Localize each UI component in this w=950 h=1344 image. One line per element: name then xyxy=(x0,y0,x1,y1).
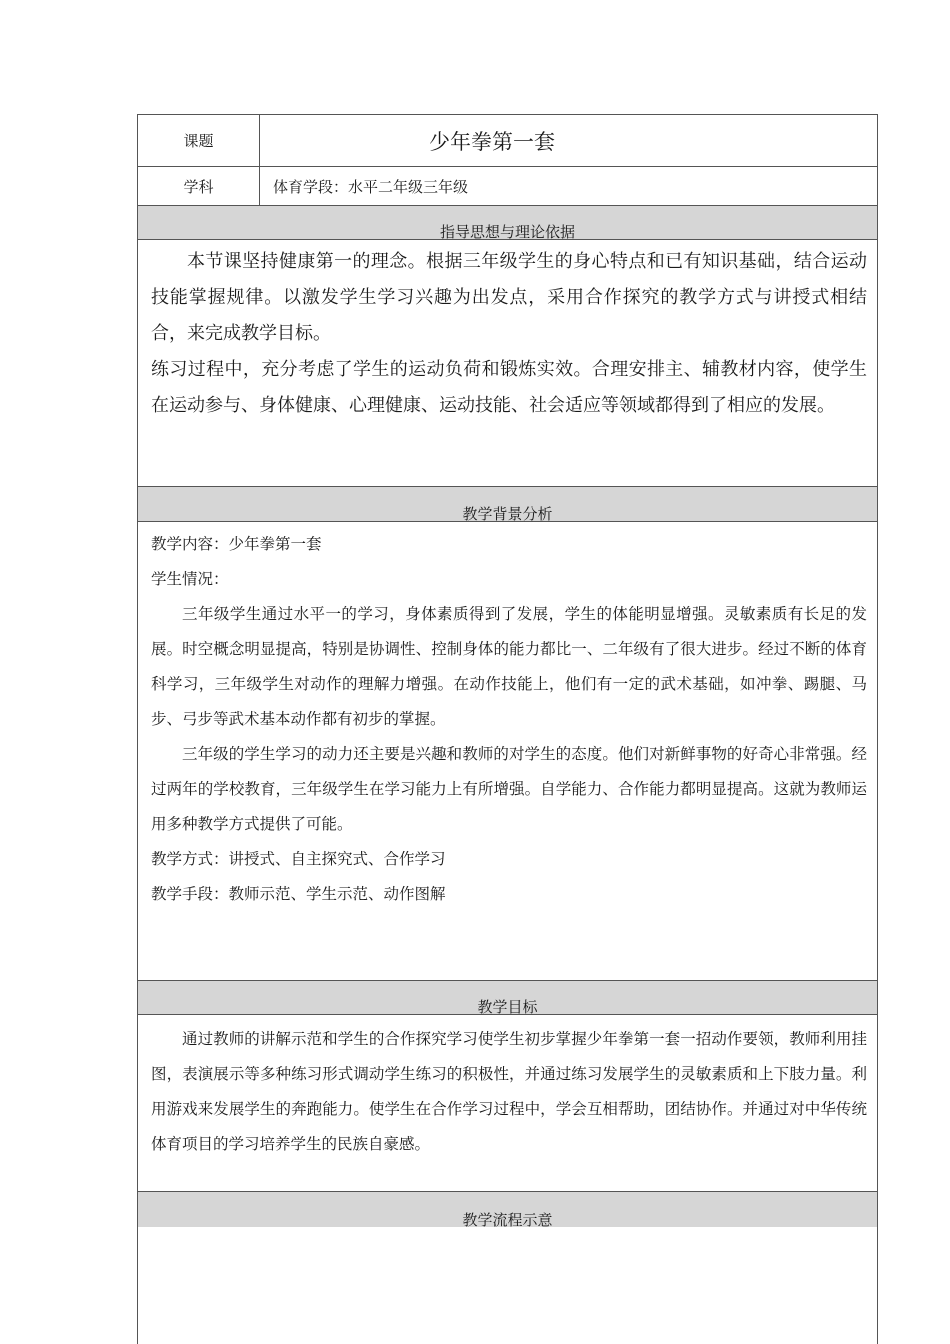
topic-row xyxy=(138,114,877,166)
background-heading: 教学背景分析 xyxy=(138,486,877,522)
subject-label: 学科 xyxy=(138,167,260,206)
goals-heading: 教学目标 xyxy=(138,980,877,1015)
topic-label: 课题 xyxy=(138,115,260,166)
students-paragraph-1: 三年级学生通过水平一的学习，身体素质得到了发展，学生的体能明显增强。灵敏素质有长足的发展。时空概念明显提高，特别是协调性、控制身体的能力都比一、二年级有了很大进步。经过不断的体育科学习，三年级学生对动作的理解力增强。在动作技能上，他们有一定的武术基础，如冲拳、踢腿、马步、弓步等武术基本动作都有初步的掌握。 xyxy=(151,605,867,728)
guiding-paragraph-1: 本节课坚持健康第一的理念。根据三年级学生的身心特点和已有知识基础，结合运动技能掌握规律。以激发学生学习兴趣为出发点，采用合作探究的教学方式与讲授式相结合，来完成教学目标。 xyxy=(151,251,867,344)
guiding-heading: 指导思想与理论依据 xyxy=(138,205,877,240)
students-paragraph-2: 三年级的学生学习的动力还主要是兴趣和教师的对学生的态度。他们对新鲜事物的好奇心非常强。经过两年的学校教育，三年级学生在学习能力上有所增强。自学能力、合作能力都明显提高。这就为教师运用多种教学方式提供了可能。 xyxy=(151,745,867,833)
subject-value: 体育学段：水平二年级三年级 xyxy=(273,178,469,196)
students-label: 学生情况： xyxy=(151,570,229,588)
teaching-content: 教学内容：少年拳第一套 xyxy=(151,535,322,553)
background-body xyxy=(138,523,877,980)
guiding-body xyxy=(138,241,877,486)
lesson-plan-table xyxy=(137,114,878,1344)
lesson-title: 少年拳第一套 xyxy=(429,129,555,154)
guiding-paragraph-2: 练习过程中，充分考虑了学生的运动负荷和锻炼实效。合理安排主、辅教材内容，使学生在运动参与、身体健康、心理健康、运动技能、社会适应等领域都得到了相应的发展。 xyxy=(151,359,867,416)
subject-row xyxy=(138,166,877,206)
goals-paragraph: 通过教师的讲解示范和学生的合作探究学习使学生初步掌握少年拳第一套一招动作要领，教师利用挂图，表演展示等多种练习形式调动学生练习的积极性，并通过练习发展学生的灵敏素质和上下肢力量。利用游戏来发展学生的奔跑能力。使学生在合作学习过程中，学会互相帮助，团结协作。并通过对中华传统体育项目的学习培养学生的民族自豪感。 xyxy=(151,1030,867,1153)
goals-body xyxy=(138,1016,877,1191)
teaching-methods: 教学方式：讲授式、自主探究式、合作学习 xyxy=(151,850,446,868)
teaching-means: 教学手段：教师示范、学生示范、动作图解 xyxy=(151,885,446,903)
flow-heading: 教学流程示意 xyxy=(138,1191,877,1227)
